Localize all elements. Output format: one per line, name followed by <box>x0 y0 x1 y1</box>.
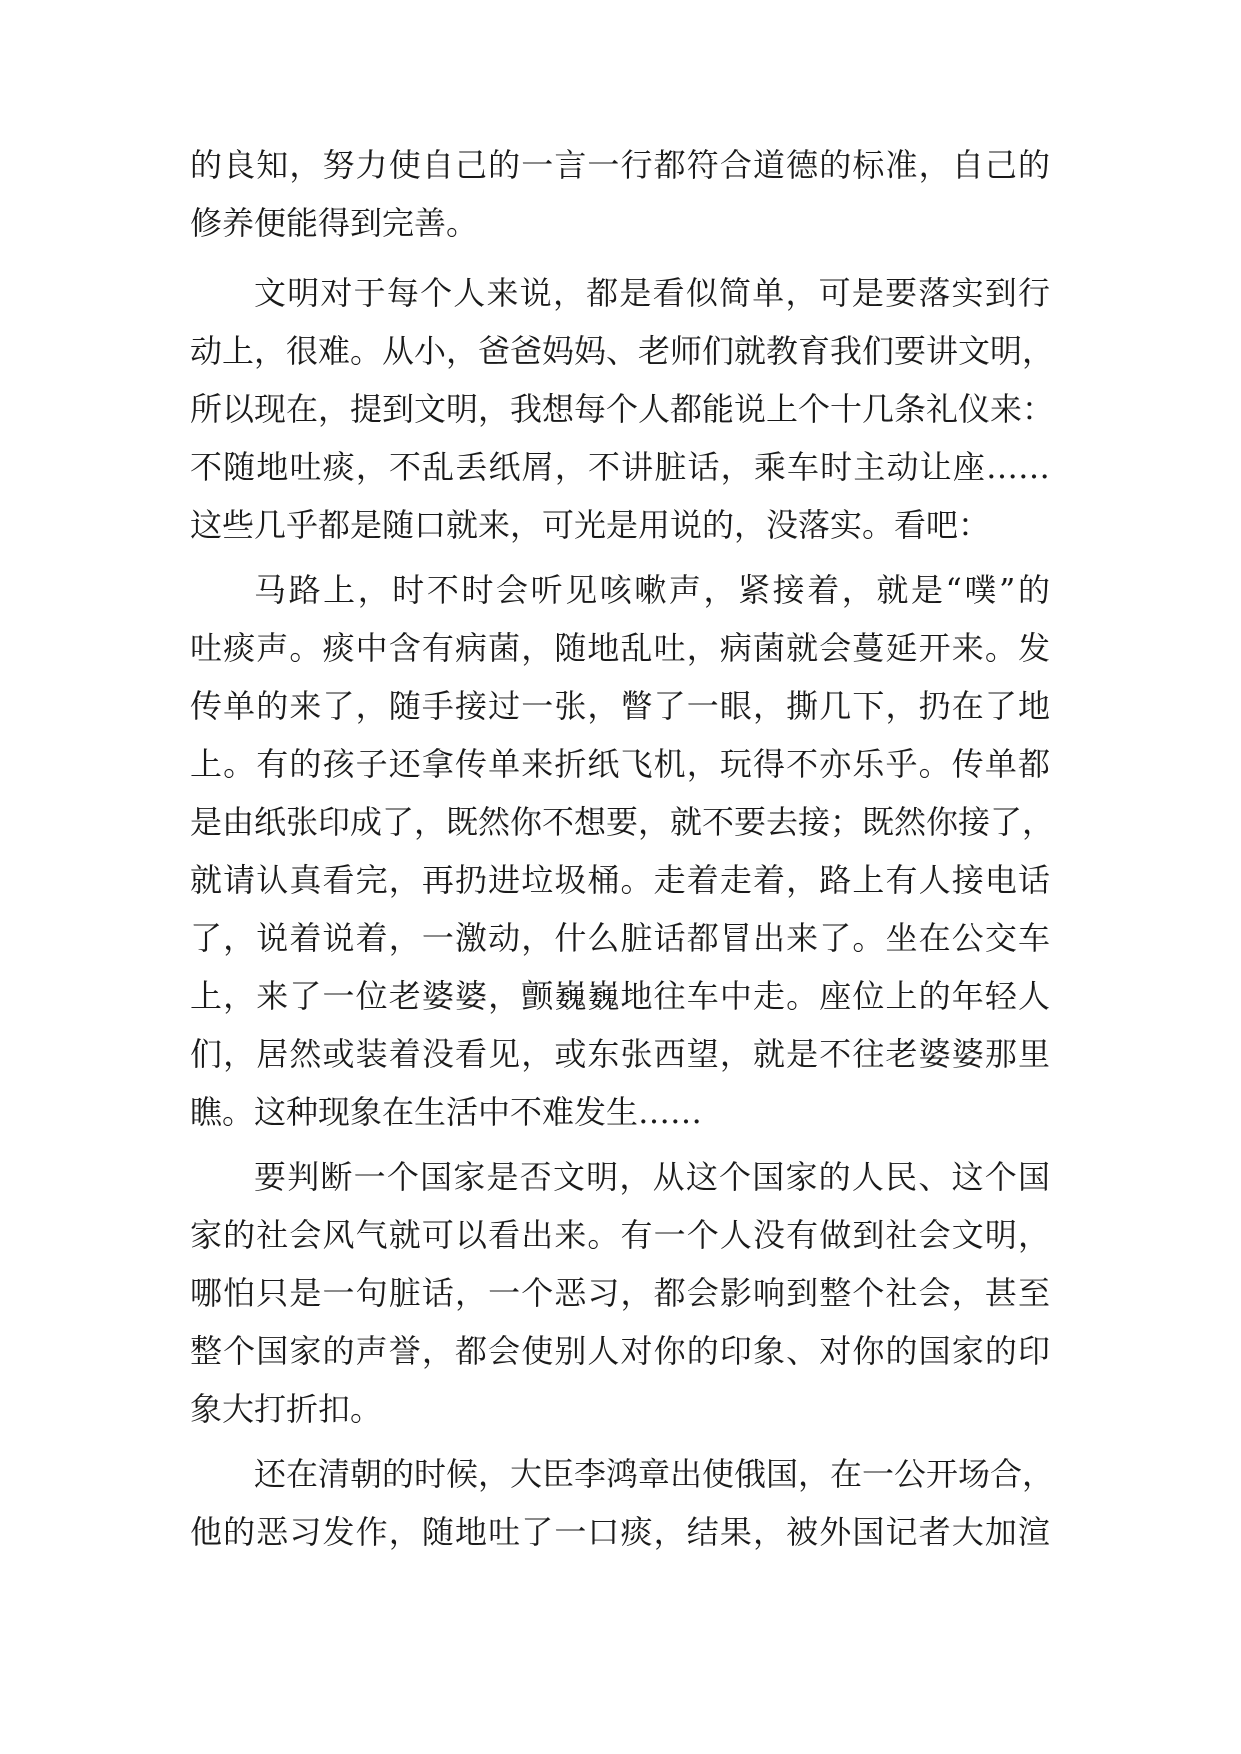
text-line: 家的社会风气就可以看出来。有一个人没有做到社会文明， <box>190 1216 1050 1254</box>
text-line: 吐痰声。痰中含有病菌，随地乱吐，病菌就会蔓延开来。发 <box>190 629 1050 667</box>
text-line: 上，来了一位老婆婆，颤巍巍地往车中走。座位上的年轻人 <box>190 977 1050 1015</box>
text-line: 瞧。这种现象在生活中不难发生…… <box>190 1093 703 1131</box>
paragraph-first-line: 文明对于每个人来说，都是看似简单，可是要落实到行 <box>254 274 1050 312</box>
text-line: 们，居然或装着没看见，或东张西望，就是不往老婆婆那里 <box>190 1035 1050 1073</box>
text-line: 上。有的孩子还拿传单来折纸飞机，玩得不亦乐乎。传单都 <box>190 745 1050 783</box>
text-line: 是由纸张印成了，既然你不想要，就不要去接；既然你接了， <box>190 803 1055 841</box>
text-line: 动上，很难。从小，爸爸妈妈、老师们就教育我们要讲文明， <box>190 332 1055 370</box>
text-line: 了，说着说着，一激动，什么脏话都冒出来了。坐在公交车 <box>190 919 1050 957</box>
text-line: 就请认真看完，再扔进垃圾桶。走着走着，路上有人接电话 <box>190 861 1050 899</box>
paragraph-first-line: 要判断一个国家是否文明，从这个国家的人民、这个国 <box>254 1158 1050 1196</box>
text-line: 不随地吐痰，不乱丢纸屑，不讲脏话，乘车时主动让座…… <box>190 448 1050 486</box>
paragraph-first-line: 还在清朝的时候，大臣李鸿章出使俄国，在一公开场合， <box>254 1455 1055 1493</box>
text-line: 他的恶习发作，随地吐了一口痰，结果，被外国记者大加渲 <box>190 1513 1050 1551</box>
text-line: 所以现在，提到文明，我想每个人都能说上个十几条礼仪来： <box>190 390 1055 428</box>
paragraph-first-line: 马路上，时不时会听见咳嗽声，紧接着，就是“噗”的 <box>254 571 1050 609</box>
text-line: 象大打折扣。 <box>190 1390 383 1428</box>
text-line: 这些几乎都是随口就来，可光是用说的，没落实。看吧： <box>190 506 991 544</box>
text-line: 哪怕只是一句脏话，一个恶习，都会影响到整个社会，甚至 <box>190 1274 1050 1312</box>
text-line: 整个国家的声誉，都会使别人对你的印象、对你的国家的印 <box>190 1332 1050 1370</box>
text-line: 传单的来了，随手接过一张，瞥了一眼，撕几下，扔在了地 <box>190 687 1050 725</box>
text-line: 的良知，努力使自己的一言一行都符合道德的标准，自己的 <box>190 146 1050 184</box>
text-line: 修养便能得到完善。 <box>190 204 479 242</box>
